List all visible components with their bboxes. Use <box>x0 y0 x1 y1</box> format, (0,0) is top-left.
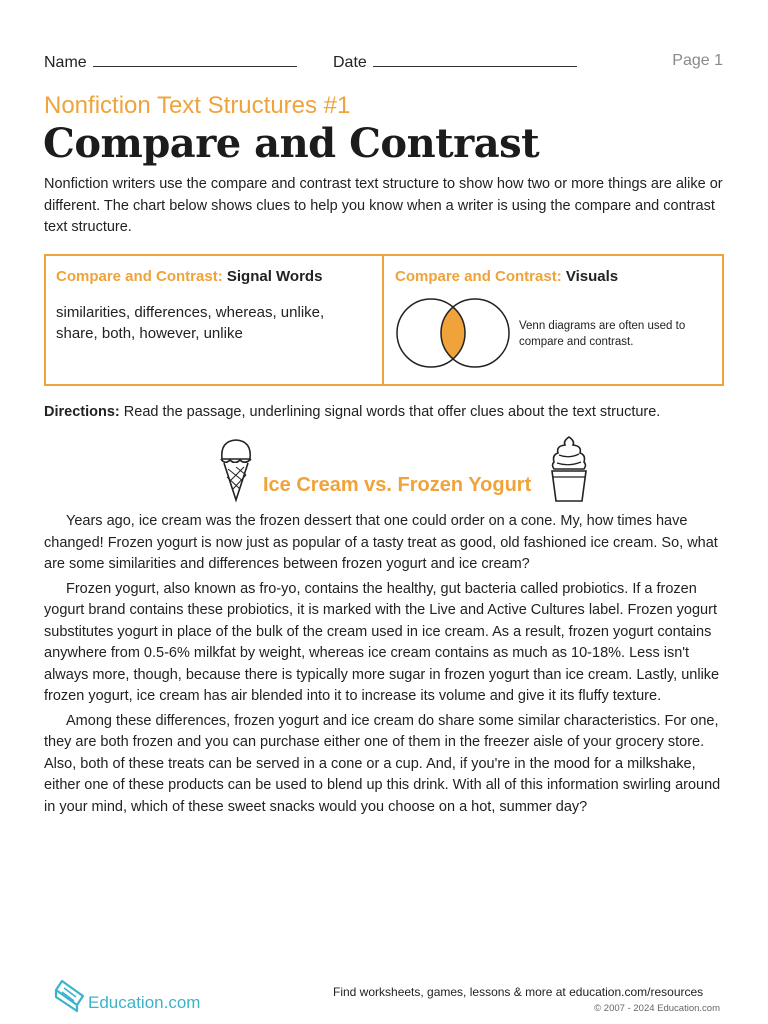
footer-tagline[interactable]: Find worksheets, games, lessons & more at education.com/resources <box>333 985 704 999</box>
directions-text: Read the passage, underlining signal words that offer clues about the text structure. <box>119 404 661 420</box>
name-field[interactable] <box>44 52 297 72</box>
venn-note: Venn diagrams are often used to compare and contrast. <box>519 320 686 348</box>
directions <box>44 404 660 420</box>
visuals-title: Visuals <box>565 268 619 285</box>
passage-paragraph: Frozen yogurt, also known as fro-yo, contains the healthy, gut bacteria called probiotics. If a frozen yogurt brand contains these probiotics, it is marked with the Live and Active Cultures label. Frozen yogurt substitutes yogurt in place of the bulk of the cream used in ice cream. As a result, frozen yogurt contains anywhere from 0.5-6% milkfat by weight, whereas ice cream contains as much as 10-18%. Less isn't always more, though, because there is typically more sugar in frozen yogurt than ice cream. Lastly, unlike frozen yogurt, ice cream has air blended into it to increase its volume and give it its fluffy texture. <box>44 580 720 704</box>
education-logo-icon[interactable] <box>52 978 86 1012</box>
signal-words-prefix: Compare and Contrast: <box>56 268 223 285</box>
signal-words-heading <box>56 268 322 285</box>
education-logo[interactable]: Education.com <box>88 993 201 1012</box>
date-label: Date <box>333 54 367 71</box>
signal-words-list: similarities, differences, whereas, unlike, share, both, however, unlike <box>56 304 325 342</box>
ice-cream-cone-icon <box>216 437 256 503</box>
copyright: © 2007 - 2024 Education.com <box>594 1003 720 1014</box>
venn-diagram-icon <box>394 296 512 370</box>
page-number: Page 1 <box>672 52 723 69</box>
passage-paragraph: Among these differences, frozen yogurt and ice cream do share some similar characteristics. For one, they are both frozen and you can purchase either one of them in the freezer aisle of your grocery store. Also, both of these treats can be served in a cone or a cup. And, if you're in the mood for a milkshake, either one of these products can be used to blend up this drink. With all of this information swirling around in your mind, which of these sweet snacks would you choose on a hot, summer day? <box>44 712 721 815</box>
frozen-yogurt-cup-icon <box>549 435 589 503</box>
intro-paragraph: Nonfiction writers use the compare and contrast text structure to show how two or more things are alike or different. The chart below shows clues to help you know when a writer is using the compare and contrast text structure. <box>44 176 723 235</box>
page-title: Compare and Contrast <box>43 120 540 167</box>
date-line[interactable] <box>373 52 577 67</box>
signal-words-title: Signal Words <box>226 268 323 285</box>
story-title: Ice Cream vs. Frozen Yogurt <box>263 474 532 496</box>
visuals-prefix: Compare and Contrast: <box>395 268 562 285</box>
directions-label: Directions: <box>44 404 120 420</box>
passage-paragraph: Years ago, ice cream was the frozen dessert that one could order on a cone. My, how times have changed! Frozen yogurt is now just as popular of a tasty treat as good, old fashioned ice cream. So, what are some similarities and differences between frozen yogurt and ice cream? <box>44 513 718 572</box>
visuals-heading <box>395 268 618 285</box>
passage <box>44 511 724 821</box>
page-subtitle: Nonfiction Text Structures #1 <box>44 92 351 119</box>
chart-divider <box>382 254 384 386</box>
date-field[interactable] <box>333 52 577 72</box>
name-label: Name <box>44 54 87 71</box>
name-line[interactable] <box>93 52 297 67</box>
